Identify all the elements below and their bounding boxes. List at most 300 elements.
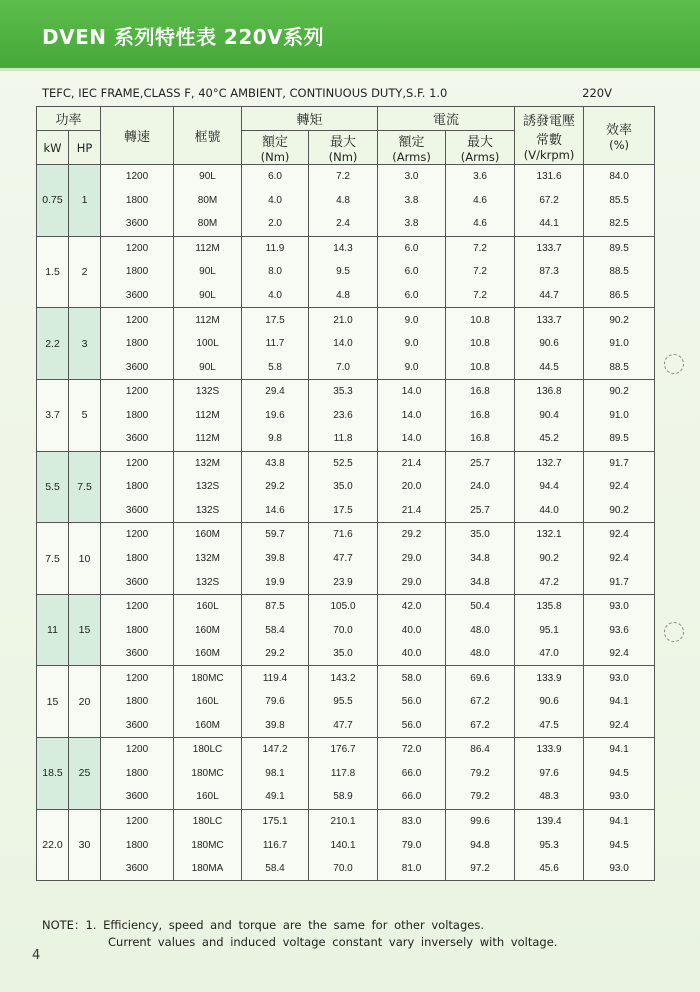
torque-max-cell: 70.0 <box>309 857 378 881</box>
col-eff <box>584 107 655 165</box>
current-max-cell: 10.8 <box>446 355 515 379</box>
emf-cell: 94.4 <box>515 475 584 499</box>
frame-cell: 90L <box>174 284 242 308</box>
efficiency-cell: 92.4 <box>584 642 655 666</box>
torque-max-cell: 4.8 <box>309 189 378 213</box>
kw-cell: 15 <box>37 666 69 738</box>
frame-cell: 180MC <box>174 833 242 857</box>
torque-rated-cell: 147.2 <box>242 738 309 762</box>
emf-cell: 97.6 <box>515 762 584 786</box>
current-rated-cell: 3.8 <box>378 212 446 236</box>
speed-cell: 1200 <box>101 666 174 690</box>
emf-cell: 44.5 <box>515 355 584 379</box>
emf-cell: 44.1 <box>515 212 584 236</box>
hp-cell: 7.5 <box>69 451 101 523</box>
speed-cell: 3600 <box>101 499 174 523</box>
speed-cell: 3600 <box>101 785 174 809</box>
torque-max-cell: 71.6 <box>309 523 378 547</box>
torque-rated-cell: 6.0 <box>242 165 309 189</box>
speed-cell: 1800 <box>101 762 174 786</box>
emf-cell: 45.2 <box>515 427 584 451</box>
torque-max-cell: 23.6 <box>309 403 378 427</box>
col-torque-rated-unit: (Nm) <box>260 150 290 164</box>
kw-cell: 1.5 <box>37 236 69 308</box>
torque-max-cell: 35.0 <box>309 642 378 666</box>
torque-max-cell: 14.3 <box>309 236 378 260</box>
frame-cell: 180LC <box>174 738 242 762</box>
table-row <box>37 499 655 523</box>
table-row <box>37 570 655 594</box>
hp-cell: 30 <box>69 809 101 881</box>
torque-max-cell: 95.5 <box>309 690 378 714</box>
current-max-cell: 67.2 <box>446 690 515 714</box>
speed-cell: 1200 <box>101 809 174 833</box>
torque-rated-cell: 19.9 <box>242 570 309 594</box>
frame-cell: 132S <box>174 379 242 403</box>
speed-cell: 1800 <box>101 618 174 642</box>
speed-cell: 1800 <box>101 332 174 356</box>
current-rated-cell: 83.0 <box>378 809 446 833</box>
emf-cell: 87.3 <box>515 260 584 284</box>
frame-cell: 132M <box>174 451 242 475</box>
frame-cell: 90L <box>174 260 242 284</box>
frame-cell: 180MA <box>174 857 242 881</box>
col-current-rated-unit: (Arms) <box>392 150 431 164</box>
frame-cell: 100L <box>174 332 242 356</box>
footnote-line-2: Current values and induced voltage constant vary inversely with voltage. <box>108 935 558 949</box>
efficiency-cell: 88.5 <box>584 355 655 379</box>
table-row <box>37 642 655 666</box>
efficiency-cell: 90.2 <box>584 379 655 403</box>
current-rated-cell: 29.0 <box>378 570 446 594</box>
current-max-cell: 50.4 <box>446 594 515 618</box>
table-row <box>37 738 655 762</box>
current-max-cell: 86.4 <box>446 738 515 762</box>
torque-rated-cell: 29.4 <box>242 379 309 403</box>
efficiency-cell: 90.2 <box>584 308 655 332</box>
torque-rated-cell: 116.7 <box>242 833 309 857</box>
frame-cell: 132S <box>174 570 242 594</box>
efficiency-cell: 93.0 <box>584 857 655 881</box>
table-row <box>37 355 655 379</box>
efficiency-cell: 92.4 <box>584 714 655 738</box>
speed-cell: 1800 <box>101 189 174 213</box>
efficiency-cell: 91.7 <box>584 451 655 475</box>
speed-cell: 3600 <box>101 714 174 738</box>
table-row <box>37 403 655 427</box>
efficiency-cell: 94.1 <box>584 809 655 833</box>
table-row <box>37 308 655 332</box>
efficiency-cell: 85.5 <box>584 189 655 213</box>
speed-cell: 1800 <box>101 547 174 571</box>
footnote-line-1: NOTE：1. Efficiency, speed and torque are the same for other voltages. <box>42 918 484 932</box>
frame-cell: 132M <box>174 547 242 571</box>
col-torque: 轉矩 <box>242 107 378 131</box>
current-rated-cell: 21.4 <box>378 451 446 475</box>
torque-max-cell: 2.4 <box>309 212 378 236</box>
torque-rated-cell: 59.7 <box>242 523 309 547</box>
table-row <box>37 284 655 308</box>
current-max-cell: 35.0 <box>446 523 515 547</box>
table-row <box>37 332 655 356</box>
torque-rated-cell: 43.8 <box>242 451 309 475</box>
current-max-cell: 4.6 <box>446 212 515 236</box>
efficiency-cell: 94.5 <box>584 833 655 857</box>
emf-cell: 133.7 <box>515 308 584 332</box>
efficiency-cell: 92.4 <box>584 523 655 547</box>
speed-cell: 1200 <box>101 523 174 547</box>
current-max-cell: 67.2 <box>446 714 515 738</box>
current-rated-cell: 66.0 <box>378 785 446 809</box>
torque-max-cell: 35.3 <box>309 379 378 403</box>
frame-cell: 132S <box>174 499 242 523</box>
torque-max-cell: 7.0 <box>309 355 378 379</box>
current-rated-cell: 6.0 <box>378 236 446 260</box>
spec-conditions-text: TEFC, IEC FRAME,CLASS F, 40°C AMBIENT, CONTINUOUS DUTY,S.F. 1.0 <box>42 86 448 100</box>
torque-max-cell: 4.8 <box>309 284 378 308</box>
efficiency-cell: 93.6 <box>584 618 655 642</box>
torque-rated-cell: 2.0 <box>242 212 309 236</box>
torque-max-cell: 7.2 <box>309 165 378 189</box>
torque-max-cell: 47.7 <box>309 714 378 738</box>
emf-cell: 90.4 <box>515 403 584 427</box>
hp-cell: 15 <box>69 594 101 666</box>
efficiency-cell: 94.1 <box>584 690 655 714</box>
current-max-cell: 7.2 <box>446 236 515 260</box>
current-max-cell: 10.8 <box>446 308 515 332</box>
current-max-cell: 69.6 <box>446 666 515 690</box>
frame-cell: 80M <box>174 189 242 213</box>
current-rated-cell: 9.0 <box>378 332 446 356</box>
torque-rated-cell: 58.4 <box>242 857 309 881</box>
table-row <box>37 260 655 284</box>
current-rated-cell: 29.0 <box>378 547 446 571</box>
frame-cell: 112M <box>174 308 242 332</box>
efficiency-cell: 84.0 <box>584 165 655 189</box>
kw-cell: 5.5 <box>37 451 69 523</box>
frame-cell: 160L <box>174 594 242 618</box>
torque-rated-cell: 175.1 <box>242 809 309 833</box>
col-kw: kW <box>37 131 69 165</box>
kw-cell: 22.0 <box>37 809 69 881</box>
current-max-cell: 16.8 <box>446 379 515 403</box>
efficiency-cell: 89.5 <box>584 427 655 451</box>
kw-cell: 7.5 <box>37 523 69 595</box>
table-row <box>37 809 655 833</box>
torque-max-cell: 140.1 <box>309 833 378 857</box>
current-max-cell: 48.0 <box>446 618 515 642</box>
col-current-max <box>446 131 515 165</box>
speed-cell: 3600 <box>101 427 174 451</box>
torque-rated-cell: 29.2 <box>242 475 309 499</box>
emf-cell: 133.9 <box>515 666 584 690</box>
emf-cell: 133.7 <box>515 236 584 260</box>
current-rated-cell: 14.0 <box>378 403 446 427</box>
torque-rated-cell: 11.9 <box>242 236 309 260</box>
emf-cell: 47.2 <box>515 570 584 594</box>
col-torque-max-label: 最大 <box>330 135 357 150</box>
torque-rated-cell: 79.6 <box>242 690 309 714</box>
torque-rated-cell: 58.4 <box>242 618 309 642</box>
table-row <box>37 236 655 260</box>
col-emf-unit: (V/krpm) <box>523 147 575 162</box>
torque-max-cell: 70.0 <box>309 618 378 642</box>
frame-cell: 90L <box>174 355 242 379</box>
torque-max-cell: 21.0 <box>309 308 378 332</box>
speed-cell: 1800 <box>101 260 174 284</box>
speed-cell: 1800 <box>101 833 174 857</box>
emf-cell: 139.4 <box>515 809 584 833</box>
torque-max-cell: 117.8 <box>309 762 378 786</box>
torque-max-cell: 23.9 <box>309 570 378 594</box>
current-max-cell: 25.7 <box>446 451 515 475</box>
current-max-cell: 16.8 <box>446 403 515 427</box>
table-row <box>37 212 655 236</box>
voltage-label: 220V <box>582 86 612 100</box>
emf-cell: 47.0 <box>515 642 584 666</box>
torque-rated-cell: 49.1 <box>242 785 309 809</box>
table-row <box>37 714 655 738</box>
col-emf-line2: 常數 <box>536 132 563 148</box>
emf-cell: 131.6 <box>515 165 584 189</box>
torque-rated-cell: 8.0 <box>242 260 309 284</box>
speed-cell: 1200 <box>101 451 174 475</box>
current-rated-cell: 81.0 <box>378 857 446 881</box>
emf-cell: 95.1 <box>515 618 584 642</box>
emf-cell: 44.0 <box>515 499 584 523</box>
kw-cell: 3.7 <box>37 379 69 451</box>
col-torque-max <box>309 131 378 165</box>
current-rated-cell: 9.0 <box>378 355 446 379</box>
speed-cell: 1200 <box>101 738 174 762</box>
current-rated-cell: 21.4 <box>378 499 446 523</box>
current-rated-cell: 6.0 <box>378 260 446 284</box>
table-row <box>37 666 655 690</box>
current-max-cell: 3.6 <box>446 165 515 189</box>
torque-max-cell: 9.5 <box>309 260 378 284</box>
speed-cell: 3600 <box>101 355 174 379</box>
spec-conditions <box>42 86 654 102</box>
efficiency-cell: 93.0 <box>584 666 655 690</box>
emf-cell: 90.6 <box>515 690 584 714</box>
col-power: 功率 <box>37 107 101 131</box>
frame-cell: 80M <box>174 212 242 236</box>
hp-cell: 2 <box>69 236 101 308</box>
speed-cell: 3600 <box>101 857 174 881</box>
current-max-cell: 79.2 <box>446 762 515 786</box>
efficiency-cell: 91.0 <box>584 403 655 427</box>
torque-max-cell: 47.7 <box>309 547 378 571</box>
emf-cell: 95.3 <box>515 833 584 857</box>
emf-cell: 48.3 <box>515 785 584 809</box>
speed-cell: 1800 <box>101 403 174 427</box>
table-row <box>37 523 655 547</box>
torque-rated-cell: 4.0 <box>242 189 309 213</box>
speed-cell: 1200 <box>101 379 174 403</box>
torque-rated-cell: 39.8 <box>242 547 309 571</box>
speed-cell: 1200 <box>101 594 174 618</box>
hp-cell: 20 <box>69 666 101 738</box>
speed-cell: 3600 <box>101 570 174 594</box>
torque-max-cell: 105.0 <box>309 594 378 618</box>
col-current-max-label: 最大 <box>467 135 494 150</box>
current-max-cell: 34.8 <box>446 570 515 594</box>
current-rated-cell: 20.0 <box>378 475 446 499</box>
current-max-cell: 79.2 <box>446 785 515 809</box>
current-max-cell: 24.0 <box>446 475 515 499</box>
col-current: 電流 <box>378 107 515 131</box>
torque-rated-cell: 9.8 <box>242 427 309 451</box>
speed-cell: 1200 <box>101 308 174 332</box>
emf-cell: 90.6 <box>515 332 584 356</box>
current-max-cell: 7.2 <box>446 260 515 284</box>
current-max-cell: 4.6 <box>446 189 515 213</box>
current-rated-cell: 66.0 <box>378 762 446 786</box>
torque-max-cell: 210.1 <box>309 809 378 833</box>
efficiency-cell: 94.5 <box>584 762 655 786</box>
col-torque-rated-label: 額定 <box>262 135 289 150</box>
torque-max-cell: 176.7 <box>309 738 378 762</box>
col-torque-max-unit: (Nm) <box>328 150 358 164</box>
col-current-rated <box>378 131 446 165</box>
kw-cell: 18.5 <box>37 738 69 810</box>
table-row <box>37 475 655 499</box>
current-max-cell: 34.8 <box>446 547 515 571</box>
frame-cell: 160L <box>174 785 242 809</box>
col-hp: HP <box>69 131 101 165</box>
emf-cell: 132.1 <box>515 523 584 547</box>
current-rated-cell: 42.0 <box>378 594 446 618</box>
efficiency-cell: 92.4 <box>584 547 655 571</box>
emf-cell: 132.7 <box>515 451 584 475</box>
torque-max-cell: 14.0 <box>309 332 378 356</box>
torque-max-cell: 35.0 <box>309 475 378 499</box>
efficiency-cell: 91.0 <box>584 332 655 356</box>
frame-cell: 112M <box>174 236 242 260</box>
table-row <box>37 785 655 809</box>
emf-cell: 133.9 <box>515 738 584 762</box>
torque-max-cell: 17.5 <box>309 499 378 523</box>
efficiency-cell: 86.5 <box>584 284 655 308</box>
efficiency-cell: 92.4 <box>584 475 655 499</box>
torque-rated-cell: 119.4 <box>242 666 309 690</box>
current-rated-cell: 56.0 <box>378 690 446 714</box>
kw-cell: 0.75 <box>37 165 69 237</box>
torque-max-cell: 11.8 <box>309 427 378 451</box>
table-row <box>37 189 655 213</box>
table-row <box>37 762 655 786</box>
frame-cell: 160M <box>174 714 242 738</box>
speed-cell: 1800 <box>101 475 174 499</box>
col-eff-unit: (%) <box>609 138 629 152</box>
torque-max-cell: 143.2 <box>309 666 378 690</box>
current-max-cell: 97.2 <box>446 857 515 881</box>
frame-cell: 180MC <box>174 666 242 690</box>
col-emf-line1: 誘發電壓 <box>523 113 576 129</box>
col-current-rated-label: 額定 <box>398 135 425 150</box>
current-max-cell: 94.8 <box>446 833 515 857</box>
torque-rated-cell: 98.1 <box>242 762 309 786</box>
current-rated-cell: 29.2 <box>378 523 446 547</box>
characteristics-table <box>36 106 655 881</box>
torque-rated-cell: 4.0 <box>242 284 309 308</box>
current-rated-cell: 6.0 <box>378 284 446 308</box>
frame-cell: 132S <box>174 475 242 499</box>
efficiency-cell: 93.0 <box>584 785 655 809</box>
col-frame: 框號 <box>174 107 242 165</box>
current-max-cell: 16.8 <box>446 427 515 451</box>
emf-cell: 136.8 <box>515 379 584 403</box>
speed-cell: 1200 <box>101 165 174 189</box>
torque-max-cell: 58.9 <box>309 785 378 809</box>
emf-cell: 47.5 <box>515 714 584 738</box>
binder-hole-icon <box>664 354 684 374</box>
efficiency-cell: 82.5 <box>584 212 655 236</box>
table-row <box>37 451 655 475</box>
binder-hole-icon <box>664 622 684 642</box>
hp-cell: 5 <box>69 379 101 451</box>
table-row <box>37 857 655 881</box>
frame-cell: 160M <box>174 523 242 547</box>
page-title: DVEN 系列特性表 220V系列 <box>42 25 325 49</box>
current-max-cell: 99.6 <box>446 809 515 833</box>
hp-cell: 10 <box>69 523 101 595</box>
hp-cell: 1 <box>69 165 101 237</box>
frame-cell: 160L <box>174 690 242 714</box>
hp-cell: 3 <box>69 308 101 380</box>
emf-cell: 67.2 <box>515 189 584 213</box>
table-row <box>37 547 655 571</box>
current-rated-cell: 40.0 <box>378 618 446 642</box>
hp-cell: 25 <box>69 738 101 810</box>
torque-rated-cell: 19.6 <box>242 403 309 427</box>
current-max-cell: 25.7 <box>446 499 515 523</box>
current-rated-cell: 72.0 <box>378 738 446 762</box>
torque-rated-cell: 39.8 <box>242 714 309 738</box>
col-torque-rated <box>242 131 309 165</box>
current-max-cell: 7.2 <box>446 284 515 308</box>
efficiency-cell: 90.2 <box>584 499 655 523</box>
col-current-max-unit: (Arms) <box>460 150 500 164</box>
efficiency-cell: 94.1 <box>584 738 655 762</box>
speed-cell: 1200 <box>101 236 174 260</box>
efficiency-cell: 93.0 <box>584 594 655 618</box>
frame-cell: 160M <box>174 642 242 666</box>
torque-max-cell: 52.5 <box>309 451 378 475</box>
table-row <box>37 594 655 618</box>
frame-cell: 180MC <box>174 762 242 786</box>
efficiency-cell: 88.5 <box>584 260 655 284</box>
table-body <box>37 165 655 881</box>
emf-cell: 135.8 <box>515 594 584 618</box>
speed-cell: 1800 <box>101 690 174 714</box>
kw-cell: 11 <box>37 594 69 666</box>
table-row <box>37 690 655 714</box>
table-row <box>37 165 655 189</box>
frame-cell: 112M <box>174 403 242 427</box>
frame-cell: 180LC <box>174 809 242 833</box>
torque-rated-cell: 11.7 <box>242 332 309 356</box>
torque-rated-cell: 87.5 <box>242 594 309 618</box>
table-row <box>37 427 655 451</box>
speed-cell: 3600 <box>101 284 174 308</box>
current-rated-cell: 79.0 <box>378 833 446 857</box>
frame-cell: 160M <box>174 618 242 642</box>
kw-cell: 2.2 <box>37 308 69 380</box>
torque-rated-cell: 17.5 <box>242 308 309 332</box>
table-row <box>37 618 655 642</box>
col-speed: 轉速 <box>101 107 174 165</box>
